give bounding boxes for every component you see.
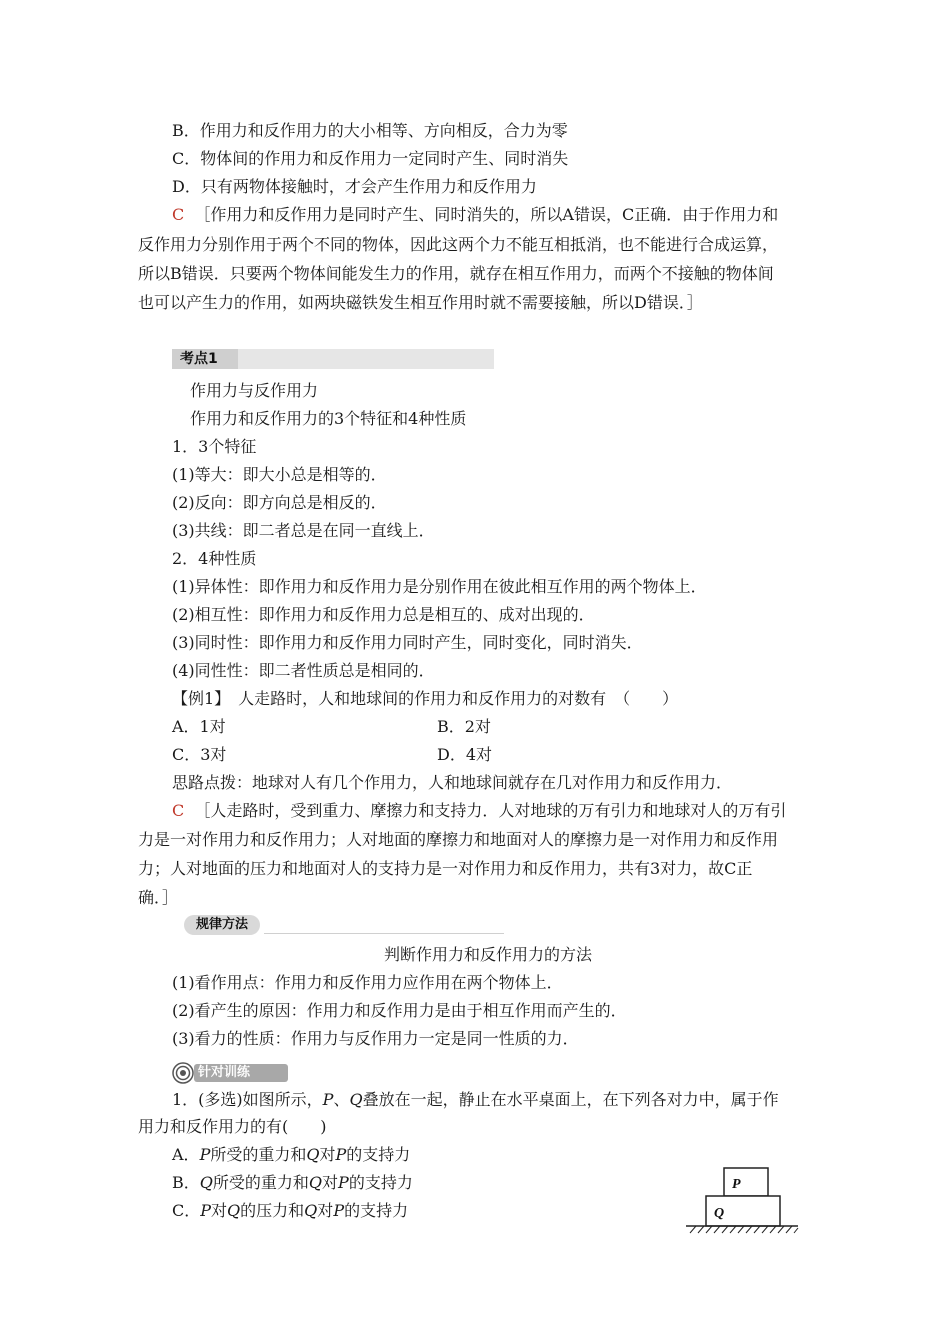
ground-hatching bbox=[690, 1226, 798, 1233]
answer-2-line-1: C ［人走路时，受到重力、摩擦力和支持力．人对地球的万有引力和地球对人的万有引 bbox=[172, 801, 787, 820]
method-3: (3)看力的性质：作用力与反作用力一定是同一性质的力． bbox=[172, 1029, 579, 1048]
method-1: (1)看作用点：作用力和反作用力应作用在两个物体上． bbox=[172, 973, 563, 992]
answer-1-line-1: C ［作用力和反作用力是同时产生、同时消失的，所以A错误，C正确．由于作用力和 bbox=[172, 205, 779, 224]
block-p bbox=[724, 1168, 768, 1196]
block-q-label: Q bbox=[714, 1206, 725, 1221]
topic-title: 作用力与反作用力 bbox=[190, 381, 319, 400]
question-1-line-2: 用力和反作用力的有( ) bbox=[138, 1117, 327, 1136]
answer-1-letter: C bbox=[172, 205, 185, 224]
question-1-option-b: B．Q所受的重力和Q对P的支持力 bbox=[172, 1173, 413, 1192]
answer-1-line-3: 所以B错误．只要两个物体间能发生力的作用，就存在相互作用力，而两个不接触的物体间 bbox=[138, 264, 774, 283]
block-p-label: P bbox=[732, 1177, 741, 1192]
target-icon bbox=[172, 1062, 194, 1084]
example-1-question: 【例1】 人走路时，人和地球间的作用力和反作用力的对数有 （ ） bbox=[172, 689, 679, 708]
kaodian-tag: 考点1 bbox=[172, 349, 238, 369]
answer-2-line-3: 力；人对地面的压力和地面对人的支持力是一对作用力和反作用力，共有3对力，故C正 bbox=[138, 859, 753, 878]
answer-1-line-4: 也可以产生力的作用，如两块磁铁发生相互作用时就不需要接触，所以D错误．］ bbox=[138, 293, 703, 312]
answer-2-letter: C bbox=[172, 801, 185, 820]
kaodian-bar-line bbox=[238, 349, 494, 369]
topic-subtitle: 作用力和反作用力的3个特征和4种性质 bbox=[190, 409, 467, 428]
feature-2: (2)反向：即方向总是相反的． bbox=[172, 493, 387, 512]
property-4: (4)同性性：即二者性质总是相同的． bbox=[172, 661, 435, 680]
answer-2-line-2: 力是一对作用力和反作用力；人对地面的摩擦力和地面对人的摩擦力是一对作用力和反作用 bbox=[138, 830, 779, 849]
properties-heading: 2．4种性质 bbox=[172, 549, 257, 568]
answer-2-line-4: 确．］ bbox=[138, 888, 179, 907]
stacked-blocks-figure bbox=[682, 1163, 802, 1241]
question-1-line-1: 1．(多选)如图所示，P、Q叠放在一起，静止在水平桌面上，在下列各对力中，属于作 bbox=[172, 1090, 779, 1109]
hint: 思路点拨：地球对人有几个作用力，人和地球间就存在几对作用力和反作用力． bbox=[172, 773, 733, 792]
option-d: D．只有两物体接触时，才会产生作用力和反作用力 bbox=[172, 177, 537, 196]
features-heading: 1．3个特征 bbox=[172, 437, 257, 456]
method-2: (2)看产生的原因：作用力和反作用力是由于相互作用而产生的． bbox=[172, 1001, 627, 1020]
option-b: B．作用力和反作用力的大小相等、方向相反，合力为零 bbox=[172, 121, 568, 140]
question-1-option-a: A．P所受的重力和Q对P的支持力 bbox=[172, 1145, 411, 1164]
property-1: (1)异体性：即作用力和反作用力是分别作用在彼此相互作用的两个物体上． bbox=[172, 577, 707, 596]
property-3: (3)同时性：即作用力和反作用力同时产生，同时变化，同时消失． bbox=[172, 633, 643, 652]
method-banner-line bbox=[264, 933, 504, 934]
example-1-option-b: B．2对 bbox=[437, 717, 491, 736]
example-1-option-c: C．3对 bbox=[172, 745, 227, 764]
option-c: C．物体间的作用力和反作用力一定同时产生、同时消失 bbox=[172, 149, 569, 168]
practice-banner bbox=[172, 1062, 292, 1084]
kaodian-banner bbox=[172, 349, 494, 369]
method-tag: 规律方法 bbox=[184, 915, 260, 935]
example-1-option-d: D．4对 bbox=[437, 745, 493, 764]
feature-1: (1)等大：即大小总是相等的． bbox=[172, 465, 387, 484]
example-1-option-a: A．1对 bbox=[172, 717, 226, 736]
method-banner bbox=[174, 913, 504, 937]
practice-tag: 针对训练 bbox=[194, 1064, 288, 1082]
feature-3: (3)共线：即二者总是在同一直线上． bbox=[172, 521, 435, 540]
property-2: (2)相互性：即作用力和反作用力总是相互的、成对出现的． bbox=[172, 605, 595, 624]
method-title: 判断作用力和反作用力的方法 bbox=[384, 945, 593, 964]
answer-1-line-2: 反作用力分别作用于两个不同的物体，因此这两个力不能互相抵消，也不能进行合成运算， bbox=[138, 235, 779, 254]
question-1-option-c: C．P对Q的压力和Q对P的支持力 bbox=[172, 1201, 409, 1220]
